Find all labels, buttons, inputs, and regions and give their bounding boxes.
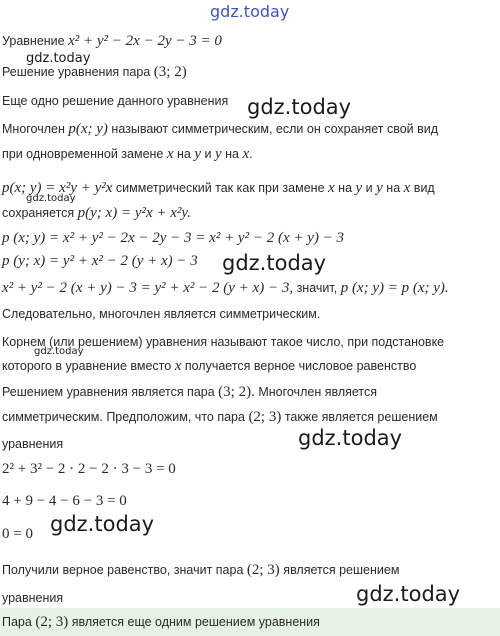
- example-formula: p(y; x) = y²x + x²y.: [77, 205, 191, 221]
- text: сохраняется: [2, 206, 75, 220]
- text: является еще одним решением уравнения: [71, 615, 320, 629]
- text: на: [225, 147, 240, 161]
- text: Пара: [2, 615, 32, 629]
- var-y: y: [376, 180, 383, 196]
- pair: (2; 3): [35, 614, 69, 630]
- comparison-formula: x² + y² − 2 (x + y) − 3 = y² + x² − 2 (y + x) − 3,: [2, 280, 294, 296]
- text: и: [365, 181, 373, 195]
- equation-line: [2, 33, 222, 49]
- check-step-3: 0 = 0: [2, 526, 33, 542]
- reasoning-line-2: [2, 409, 438, 425]
- text: Многочлен: [2, 122, 65, 136]
- watermark: gdz.today: [247, 95, 352, 119]
- root-definition-1: Корнем (или решением) уравнения называют такое число, при подстановке: [2, 335, 445, 349]
- text: на: [338, 181, 353, 195]
- watermark-top: gdz.today: [210, 2, 290, 21]
- equation-formula: x² + y² − 2x − 2y − 3 = 0: [68, 33, 222, 49]
- text: при одновременной замене: [2, 147, 164, 161]
- watermark: gdz.today: [356, 582, 461, 606]
- definition-line-1: [2, 121, 438, 137]
- var-x: x: [403, 180, 411, 196]
- pair: (3; 2).: [218, 384, 255, 400]
- text: также является решением: [284, 410, 438, 424]
- solution-label: Решение уравнения пара: [2, 65, 151, 79]
- var-y: y: [355, 180, 363, 196]
- check-step-1: 2² + 3² − 2 · 2 − 2 · 3 − 3 = 0: [2, 461, 176, 477]
- text: которого в уравнение вместо: [2, 359, 172, 373]
- example-line-1: [2, 180, 435, 196]
- var-x: x: [166, 146, 174, 162]
- result-line-2: уравнения: [2, 591, 64, 605]
- watermark: gdz.today: [298, 426, 403, 450]
- var-x: x: [328, 180, 335, 196]
- reasoning-line-3: уравнения: [2, 437, 64, 451]
- root-definition-2: [2, 358, 416, 374]
- equation-label: Уравнение: [2, 34, 65, 48]
- watermark: gdz.today: [34, 346, 84, 357]
- text: значит,: [296, 281, 338, 295]
- text: Многочлен является: [258, 385, 378, 399]
- formula-p-yx: p (y; x) = y² + x² − 2 (y + x) − 3: [2, 253, 198, 269]
- text: получается верное числовое равенство: [184, 359, 417, 373]
- pair: (2; 3): [246, 562, 280, 578]
- example-formula: p(x; y) = x²y + y²x: [2, 180, 113, 196]
- watermark: gdz.today: [26, 193, 76, 204]
- text: на: [386, 181, 401, 195]
- watermark: gdz.today: [222, 251, 327, 275]
- solution-pair: (3; 2): [153, 64, 187, 80]
- watermark: gdz.today: [26, 51, 91, 66]
- check-step-2: 4 + 9 − 4 − 6 − 3 = 0: [2, 493, 127, 509]
- text: и: [204, 147, 212, 161]
- conclusion-line: Следовательно, многочлен является симметрическим.: [2, 307, 321, 321]
- equality-formula: p (x; y) = p (x; y).: [340, 280, 449, 296]
- solution-pair-line: [2, 64, 187, 80]
- text: называют симметрическим, если он сохраняет свой вид: [111, 122, 439, 136]
- answer-line: [2, 614, 320, 630]
- text: Решением уравнения является пара: [2, 385, 215, 399]
- poly-notation: p(x; y): [68, 121, 108, 137]
- text: вид: [413, 181, 435, 195]
- text: на: [177, 147, 191, 161]
- task-heading: Еще одно решение данного уравнения: [2, 94, 229, 108]
- var-x: x: [242, 146, 250, 162]
- example-line-2: [2, 205, 191, 221]
- comparison-line: [2, 280, 449, 296]
- text: .: [249, 147, 253, 161]
- text: симметрическим. Предположим, что пара: [2, 410, 245, 424]
- watermark: gdz.today: [50, 512, 155, 536]
- pair: (2; 3): [248, 409, 282, 425]
- text: является решением: [283, 563, 400, 577]
- reasoning-line-1: [2, 384, 377, 400]
- definition-line-2: [2, 146, 253, 162]
- text: Получили верное равенство, значит пара: [2, 563, 244, 577]
- var-y: y: [194, 146, 202, 162]
- var-y: y: [215, 146, 222, 162]
- result-line-1: [2, 562, 399, 578]
- var-x: x: [174, 358, 182, 374]
- formula-p-xy: p (x; y) = x² + y² − 2x − 2y − 3 = x² + y² − 2 (x + y) − 3: [2, 230, 345, 246]
- text: симметрический так как при замене: [115, 181, 325, 195]
